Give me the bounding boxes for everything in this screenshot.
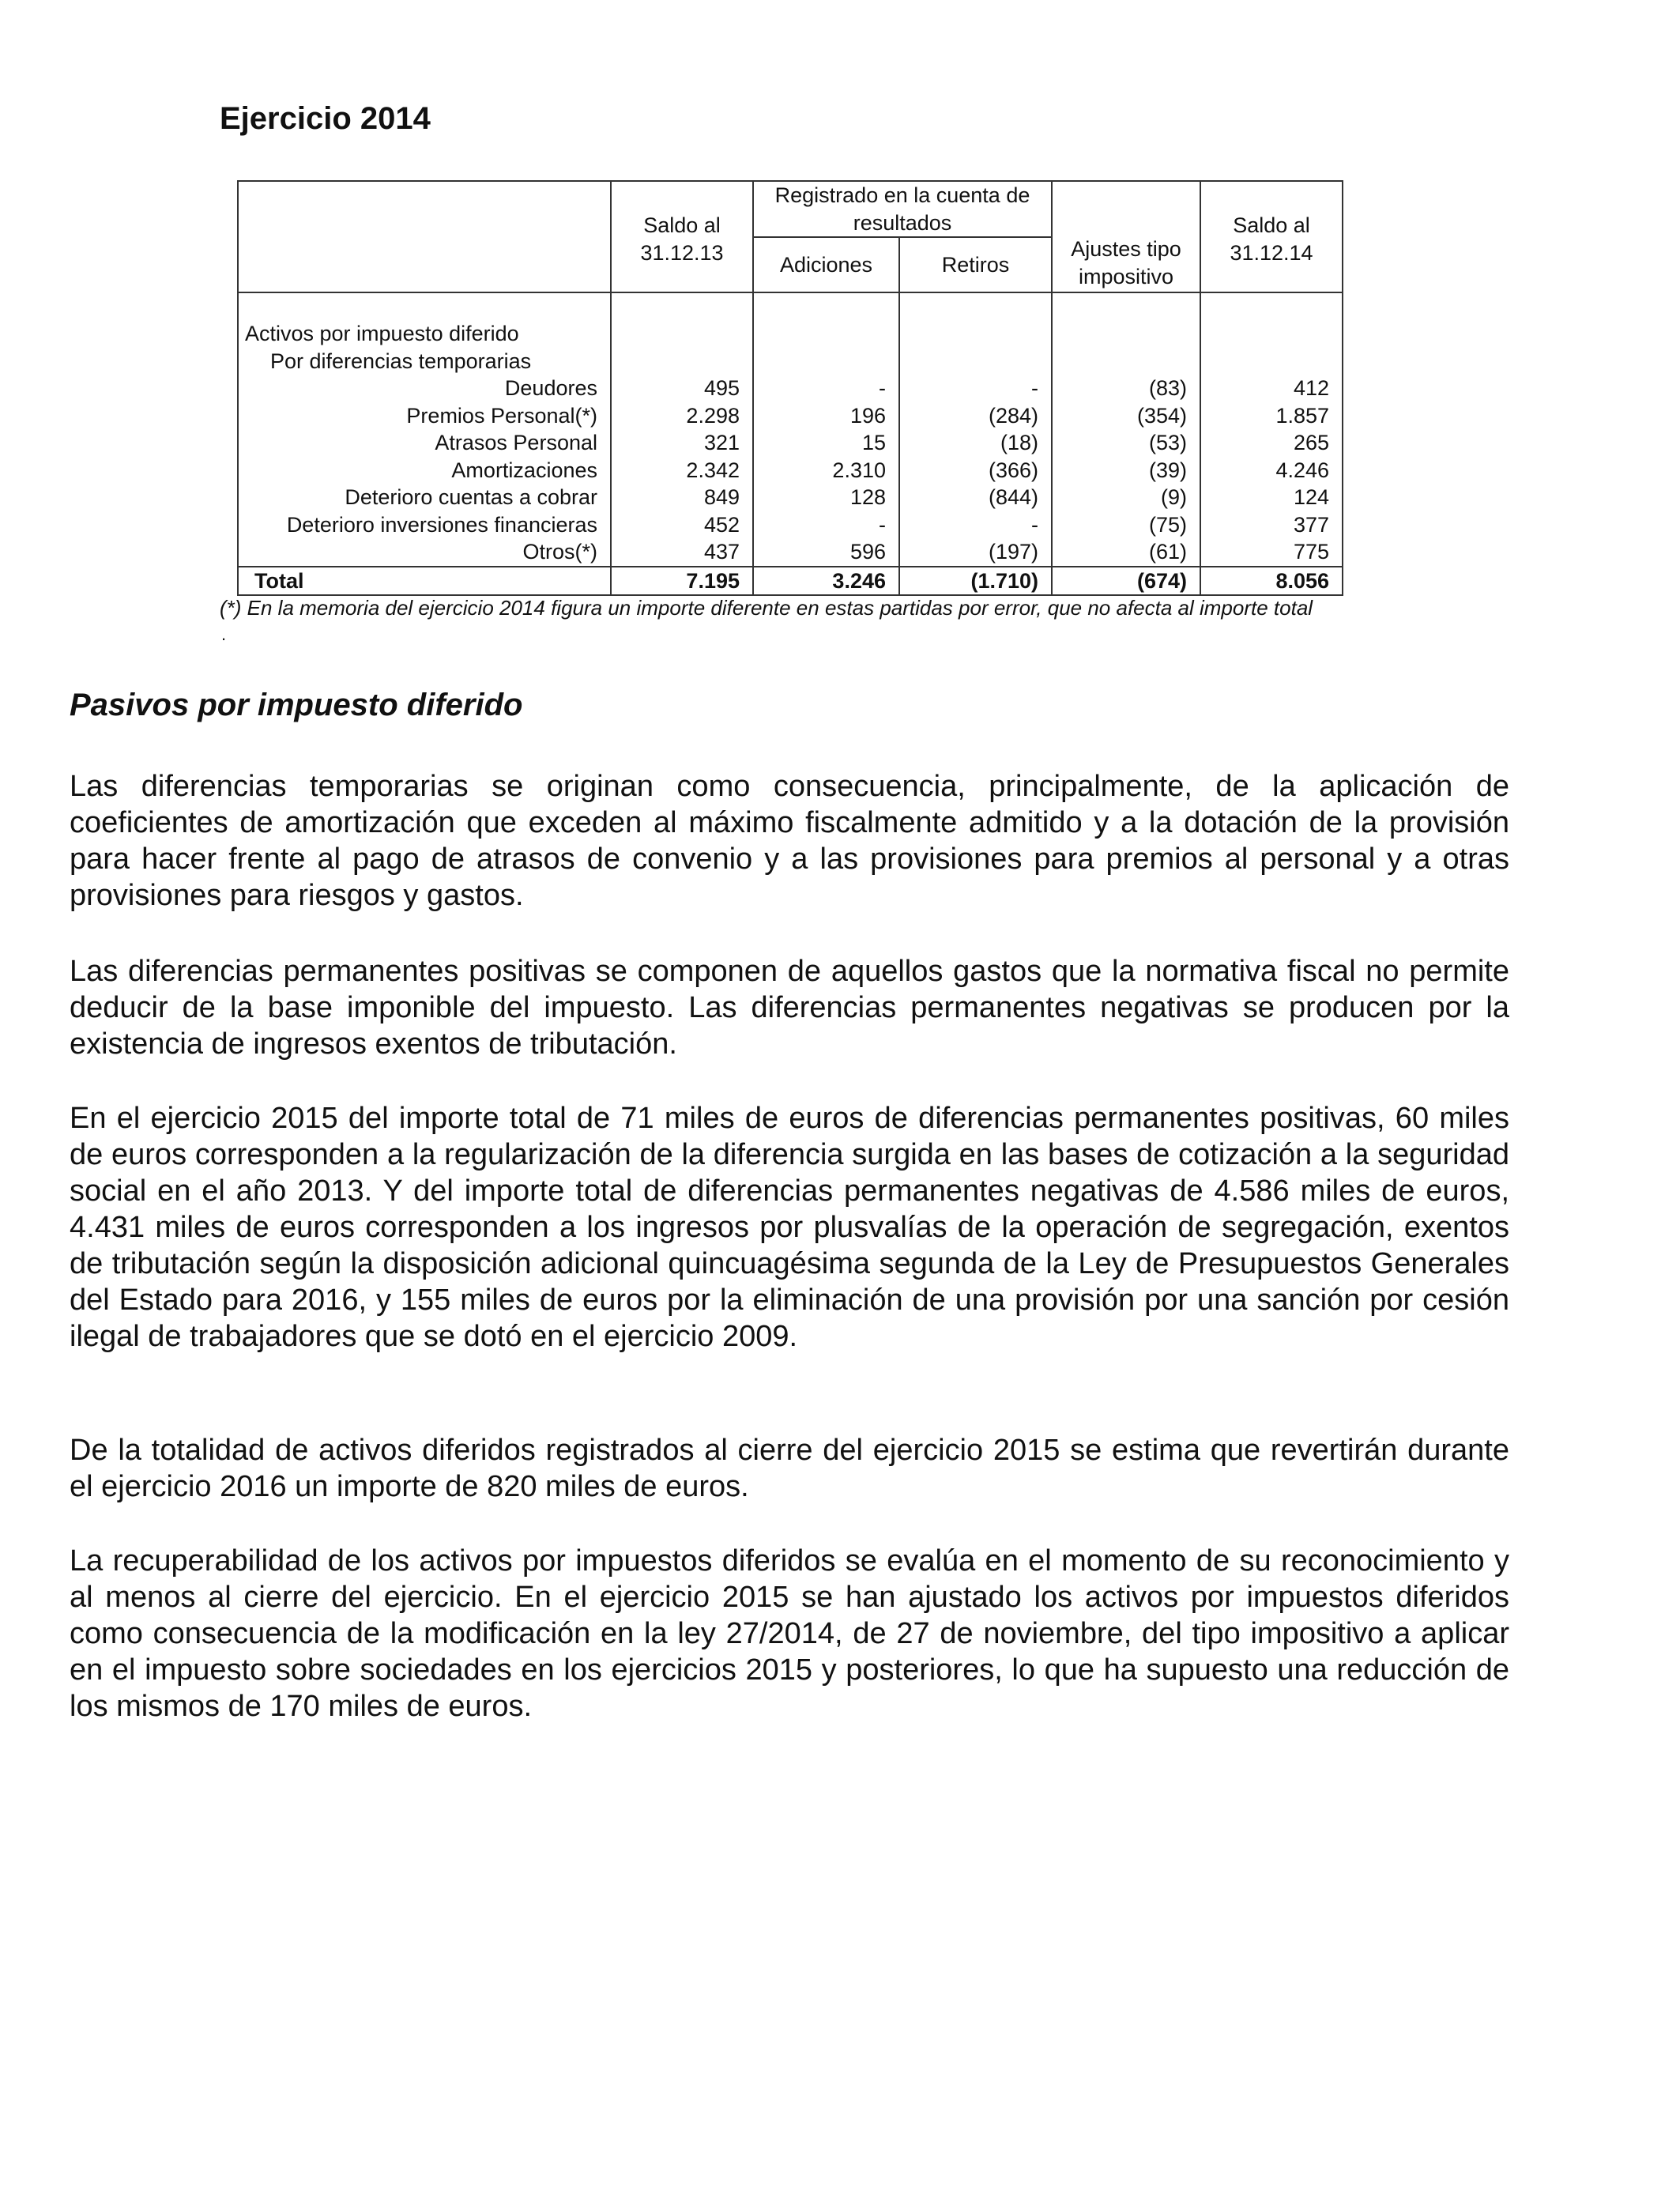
cell-adiciones: 15 [753, 429, 899, 457]
footnote-dot: . [221, 624, 227, 644]
cell-saldo-final: 775 [1200, 538, 1343, 567]
group-row [238, 320, 1343, 348]
row-label: Deudores [238, 375, 611, 402]
total-row [238, 567, 1343, 596]
cell-retiros: - [899, 375, 1052, 402]
group-label: Activos por impuesto diferido [238, 320, 611, 348]
cell-saldo-final: 412 [1200, 375, 1343, 402]
header-blank-cell [238, 181, 611, 292]
cell-saldo-inicial: 452 [611, 511, 753, 539]
paragraph: La recuperabilidad de los activos por impuestos diferidos se evalúa en el momento de su reconocimiento y al menos al cierre del ejercicio. En el ejercicio 2015 se han ajustado los activos por impuestos diferidos como consecuencia de la modificación en la ley 27/2014, de 27 de noviembre, del tipo impositivo a aplicar en el impuesto sobre sociedades en los ejercicios 2015 y posteriores, lo que ha supuesto una reducción de los mismos de 170 miles de euros. [70, 1544, 1509, 1723]
cell-saldo-inicial: 2.342 [611, 457, 753, 484]
cell-adiciones: 196 [753, 402, 899, 430]
table-row [238, 511, 1343, 539]
row-label: Deterioro cuentas a cobrar [238, 484, 611, 511]
cell-retiros: (18) [899, 429, 1052, 457]
row-label: Atrasos Personal [238, 429, 611, 457]
paragraph: De la totalidad de activos diferidos registrados al cierre del ejercicio 2015 se estima que revertirán durante el ejercicio 2016 un importe de 820 miles de euros. [70, 1434, 1509, 1503]
header-saldo-inicial: Saldo al 31.12.13 [611, 181, 753, 292]
total-retiros: (1.710) [899, 567, 1052, 596]
cell-retiros: (284) [899, 402, 1052, 430]
cell-ajustes: (39) [1052, 457, 1200, 484]
cell-retiros: (197) [899, 538, 1052, 567]
cell-ajustes: (83) [1052, 375, 1200, 402]
subheading: Pasivos por impuesto diferido [70, 688, 523, 722]
subgroup-label: Por diferencias temporarias [238, 348, 611, 375]
paragraph: Las diferencias permanentes positivas se componen de aquellos gastos que la normativa fiscal no permite deducir de la base imponible del impuesto. Las diferencias permanentes negativas se producen por la existencia de ingresos exentos de tributación. [70, 955, 1509, 1061]
spacer-row [238, 292, 1343, 320]
header-registrado: Registrado en la cuenta de resultados [753, 181, 1052, 237]
cell-ajustes: (9) [1052, 484, 1200, 511]
cell-saldo-inicial: 495 [611, 375, 753, 402]
cell-saldo-final: 265 [1200, 429, 1343, 457]
table-row [238, 538, 1343, 567]
total-saldo-inicial: 7.195 [611, 567, 753, 596]
header-retiros: Retiros [899, 237, 1052, 292]
cell-ajustes: (75) [1052, 511, 1200, 539]
table-row [238, 375, 1343, 402]
cell-ajustes: (61) [1052, 538, 1200, 567]
cell-retiros: (844) [899, 484, 1052, 511]
cell-saldo-final: 4.246 [1200, 457, 1343, 484]
table-row [238, 402, 1343, 430]
cell-adiciones: 596 [753, 538, 899, 567]
paragraph: Las diferencias temporarias se originan como consecuencia, principalmente, de la aplicación de coeficientes de amortización que exceden al máximo fiscalmente admitido y a la dotación de la provisión para hacer frente al pago de atrasos de convenio y a las provisiones para premios al personal y a otras provisiones para riesgos y gastos. [70, 770, 1509, 912]
table-row [238, 429, 1343, 457]
header-ajustes: Ajustes tipo impositivo [1052, 181, 1200, 292]
cell-ajustes: (354) [1052, 402, 1200, 430]
cell-saldo-inicial: 321 [611, 429, 753, 457]
deferred-tax-assets-table [237, 180, 1343, 596]
cell-saldo-final: 377 [1200, 511, 1343, 539]
total-ajustes: (674) [1052, 567, 1200, 596]
cell-retiros: (366) [899, 457, 1052, 484]
row-label: Deterioro inversiones financieras [238, 511, 611, 539]
section-heading: Ejercicio 2014 [220, 101, 431, 136]
paragraph: En el ejercicio 2015 del importe total de 71 miles de euros de diferencias permanentes positivas, 60 miles de euros corresponden a la regularización de la diferencia surgida en las bases de cotización a la seguridad social en el año 2013. Y del importe total de diferencias permanentes negativas de 4.586 miles de euros, 4.431 miles de euros corresponden a los ingresos por plusvalías de la operación de segregación, exentos de tributación según la disposición adicional quincuagésima segunda de la Ley de Presupuestos Generales del Estado para 2016, y 155 miles de euros por la eliminación de una provisión por una sanción por cesión ilegal de trabajadores que se dotó en el ejercicio 2009. [70, 1102, 1509, 1353]
cell-saldo-inicial: 2.298 [611, 402, 753, 430]
cell-adiciones: - [753, 375, 899, 402]
header-adiciones: Adiciones [753, 237, 899, 292]
row-label: Premios Personal(*) [238, 402, 611, 430]
table-footnote: (*) En la memoria del ejercicio 2014 figura un importe diferente en estas partidas por error, que no afecta al importe total [220, 596, 1313, 620]
cell-saldo-inicial: 437 [611, 538, 753, 567]
total-label: Total [238, 567, 611, 596]
cell-adiciones: 2.310 [753, 457, 899, 484]
cell-saldo-final: 124 [1200, 484, 1343, 511]
cell-ajustes: (53) [1052, 429, 1200, 457]
cell-adiciones: 128 [753, 484, 899, 511]
cell-saldo-final: 1.857 [1200, 402, 1343, 430]
row-label: Amortizaciones [238, 457, 611, 484]
total-saldo-final: 8.056 [1200, 567, 1343, 596]
table-row [238, 457, 1343, 484]
cell-adiciones: - [753, 511, 899, 539]
total-adiciones: 3.246 [753, 567, 899, 596]
table-row [238, 484, 1343, 511]
cell-saldo-inicial: 849 [611, 484, 753, 511]
row-label: Otros(*) [238, 538, 611, 567]
subgroup-row [238, 348, 1343, 375]
cell-retiros: - [899, 511, 1052, 539]
header-saldo-final: Saldo al 31.12.14 [1200, 181, 1343, 292]
